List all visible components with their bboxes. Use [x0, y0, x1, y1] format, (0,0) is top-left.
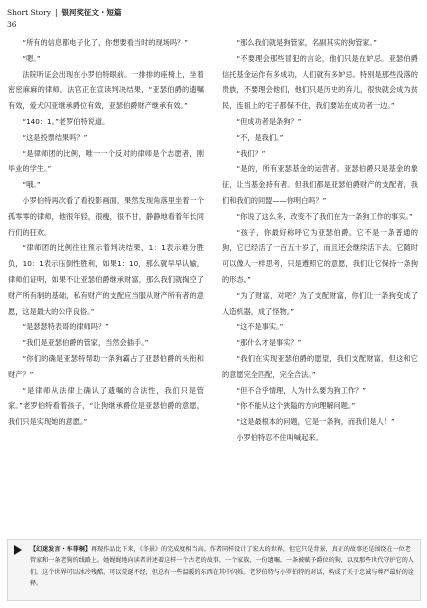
paragraph: “这是投票结果吗？” — [22, 132, 88, 142]
paragraph: “但不合乎情理，人为什么要为狗工作？” — [236, 385, 367, 395]
paragraph: “但成功者是条狗？” — [236, 116, 302, 126]
reader-comment-box — [7, 539, 421, 601]
paragraph: “所有的信息都电子化了，你想要看当时的现场吗？” — [22, 38, 188, 47]
paragraph: “我们在实现亚瑟伯爵的愿望，我们支配财富，但这和它的意愿完全匹配，完全合法。” — [222, 353, 418, 379]
paragraph: 小罗伯特再次看了看投影画面，果然发现角落里坐着一个孤零零的律师，他很年轻，很瘦，很不甘，静静地看着年长同行们的狂欢。 — [8, 195, 204, 237]
paragraph: “那什么才是事实？” — [236, 338, 302, 348]
paragraph: “是的，所有亚瑟基金的运营者。亚瑟伯爵只是基金的象征，让当基金持有者。但我们都是亚瑟伯爵财产的支配者，我们和我们的同盟——你明白吗？” — [222, 164, 418, 205]
paragraph: “嗯。” — [22, 53, 41, 63]
header-separator: | — [54, 8, 58, 17]
paragraph: “140：1。”老罗伯特说道。 — [22, 116, 110, 126]
running-header — [7, 6, 122, 20]
paragraph: “你说了这么多，改变不了我们在为一条狗工作的事实。” — [236, 211, 413, 221]
section-title: 银河奖征文・短篇 — [61, 8, 122, 17]
paragraph: “律师团的比例往往预示着判决结果，1：1表示难分胜负，10：1表示压倒性胜利，如果1：10，那么就早早认输，律师们证明，如果不让亚瑟伯爵继承财富，那么我们就掏空了财产所有制的基础，私有财产的支配应当服从财产所有者的意愿，这是最大的公序良俗。” — [8, 243, 204, 316]
page-number: 36 — [7, 20, 17, 29]
paragraph: 法院听证会出现在小罗伯特眼前。一排排的座椅上，坐着密密麻麻的律师。法官正在宣读判决结果，“亚瑟伯爵的遗嘱有效，爱犬闪亚继承爵位有效，亚瑟伯爵财产继承有效。” — [8, 69, 204, 111]
paragraph: “是律师团的比例，唯一一个反对的律师是个志愿者，刚毕业的学生。” — [8, 148, 204, 174]
paragraph: “那么我们就是狗管家，名副其实的狗管家。” — [236, 38, 377, 47]
paragraph: “是瑟瑟特表哥的律师吗？” — [22, 322, 109, 332]
paragraph: “我们？” — [236, 148, 266, 158]
paragraph: “为了财富，对吧？为了支配财富，你们让一条狗变成了人造机器，成了怪物。” — [222, 290, 418, 316]
paragraph: 小罗伯特忍不住叫喊起来。 — [236, 432, 323, 442]
paragraph: “不，是我们。” — [236, 132, 284, 142]
paragraph: “你不能从这个狭隘的方向理解问题。” — [236, 401, 356, 411]
paragraph: “你们的确是亚瑟特帮助一条狗霸占了亚瑟伯爵的头衔和财产？” — [8, 353, 204, 379]
paragraph: “不要理会那些冒犯的言论，他们只是在妒忌。亚瑟伯爵信托基金运作有多成功，人们就有多妒忌。特别是那些没落的贵族，不要理会他们，他们只是历史的弃儿，很快就会成为贫民，连祖上的宅子都保不住，我们要站在成功者一边。” — [222, 53, 418, 111]
paragraph: “是律师从法律上确认了遗嘱的合法性，我们只是管家。”老罗伯特看着孩子，“让狗继承爵位是亚瑟伯爵的意愿，我们只是实现她的意愿。” — [8, 385, 204, 427]
paragraph: “哦。” — [22, 180, 41, 190]
comment-label: 【幻迷发言・车菲桐】 — [30, 546, 91, 553]
series-label: Short Story — [7, 8, 51, 17]
right-text-column — [222, 35, 418, 535]
paragraph: “这是最根本的问题，它是一条狗，而我们是人！” — [236, 417, 395, 427]
triangle-marker-icon — [14, 545, 22, 555]
paragraph: “我们是亚瑟伯爵的管家，当然会插手。” — [22, 338, 149, 348]
left-text-column — [8, 35, 204, 531]
paragraph: “孩子，你最好称呼它为亚瑟伯爵。它不是一条普通的狗，它已经活了一百五十岁了，而且还会继续活下去。它随时可以像人一样思考，只是遵照它的意愿，我们让它保持一条狗的形态。” — [222, 227, 418, 284]
paragraph: “这不是事实。” — [236, 322, 284, 332]
comment-text: 再现作品比下来，《冬景》的完成度相当高。作者同样设计了宏大的世界，但它只是背景，真正的故事还是围绕在一位老管家和一条老狗的线路上。她娓娓地向读者讲述着这样一个古老的故事，一个家族、一份遗嘱、一条被赋予爵位的狗，以及那些世代守护它的人们。这个世界可以冰冷残酷，可以荒诞不经，但总有一些温暖的东西在其中闪烁。老罗伯特与小罗伯特的对话，构成了关于忠诚与尊严最好的诠释。 — [30, 546, 414, 588]
